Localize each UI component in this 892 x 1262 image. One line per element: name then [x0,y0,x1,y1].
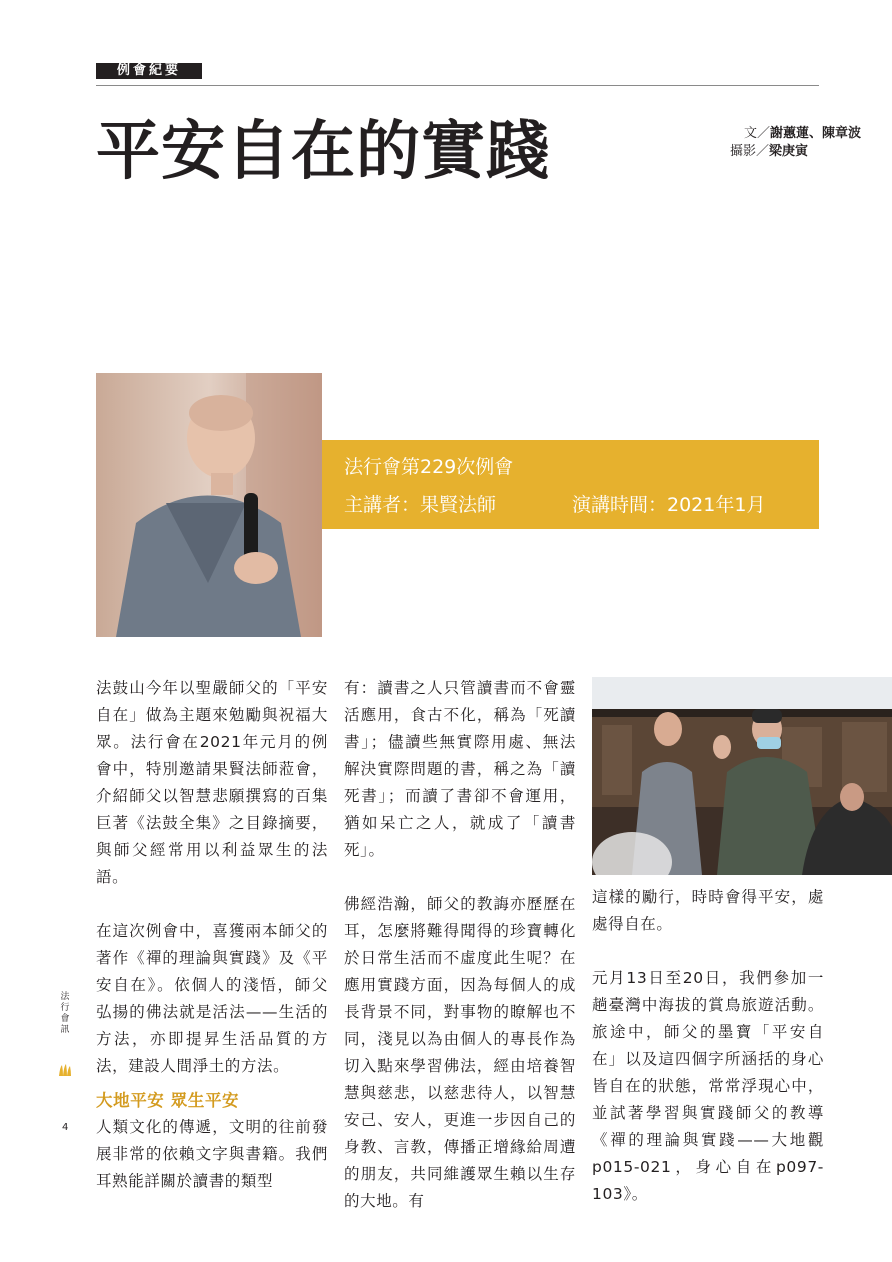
header-rule [96,85,819,86]
column-2 [344,675,576,1215]
credit-writer: 文／謝蕙蓮、陳章波 [744,126,862,141]
logo-mark-icon [57,1062,73,1082]
credit-photographer: 攝影／梁庚寅 [730,144,809,159]
section-tag: 例會紀要 [96,63,202,79]
column-3 [592,884,824,1208]
paragraph: 佛經浩瀚，師父的教誨亦歷歷在耳，怎麼將難得聞得的珍寶轉化於日常生活而不虛度此生呢？在應用實踐方面，因為每個人的成長背景不同，對事物的瞭解也不同，淺見以為由個人的專長作為切入點來學習佛法，經由培養智慧與慈悲，以慈悲待人，以智慧安己、安人，更進一步因自己的身教、言教，傳播正增緣給周遭的朋友，共同維護眾生賴以生存的大地。有 [344,895,576,1210]
subheading: 大地平安 眾生平安 [96,1091,240,1110]
speaker-line: 主講者：果賢法師 [344,494,497,516]
paragraph: 有：讀書之人只管讀書而不會靈活應用，食古不化，稱為「死讀書」；儘讀些無實際用處、無法解決實際問題的書，稱之為「讀死書」；而讀了書卻不會運用，猶如呆亡之人，就成了「讀書死」。 [344,679,576,859]
page-number: 4 [62,1122,69,1133]
speaker-photo [96,373,322,637]
paragraph: 法鼓山今年以聖嚴師父的「平安自在」做為主題來勉勵與祝福大眾。法行會在2021年元月的例會中，特別邀請果賢法師蒞會，介紹師父以智慧悲願撰寫的百集巨著《法鼓全集》之目錄摘要，與師父經常用以利益眾生的法語。 [96,679,328,886]
event-title: 法行會第229次例會 [344,456,514,478]
magazine-name: 法行會訊 [60,992,70,1035]
credits [700,125,872,161]
talk-date: 演講時間：2021年1月 [572,494,766,516]
paragraph: 在這次例會中，喜獲兩本師父的著作《禪的理論與實踐》及《平安自在》。依個人的淺悟，師父弘揚的佛法就是活法——生活的方法，亦即提昇生活品質的方法，建設人間淨土的方法。 [96,922,328,1075]
article-title: 平安自在的實踐 [96,114,551,189]
paragraph: 人類文化的傳遞，文明的往前發展非常的依賴文字與書籍。我們耳熟能詳關於讀書的類型 [96,1118,328,1190]
audience-photo [592,677,892,875]
paragraph: 這樣的勵行，時時會得平安，處處得自在。 [592,888,824,933]
paragraph: 元月13日至20日，我們參加一趟臺灣中海拔的賞鳥旅遊活動。旅途中，師父的墨寶「平安自在」以及這四個字所涵括的身心皆自在的狀態，常常浮現心中，並試著學習與實踐師父的教導《禪的理論與實踐——大地觀p015-021，身心自在p097-103》。 [592,969,824,1203]
column-1 [96,675,328,1195]
event-banner [322,440,819,529]
